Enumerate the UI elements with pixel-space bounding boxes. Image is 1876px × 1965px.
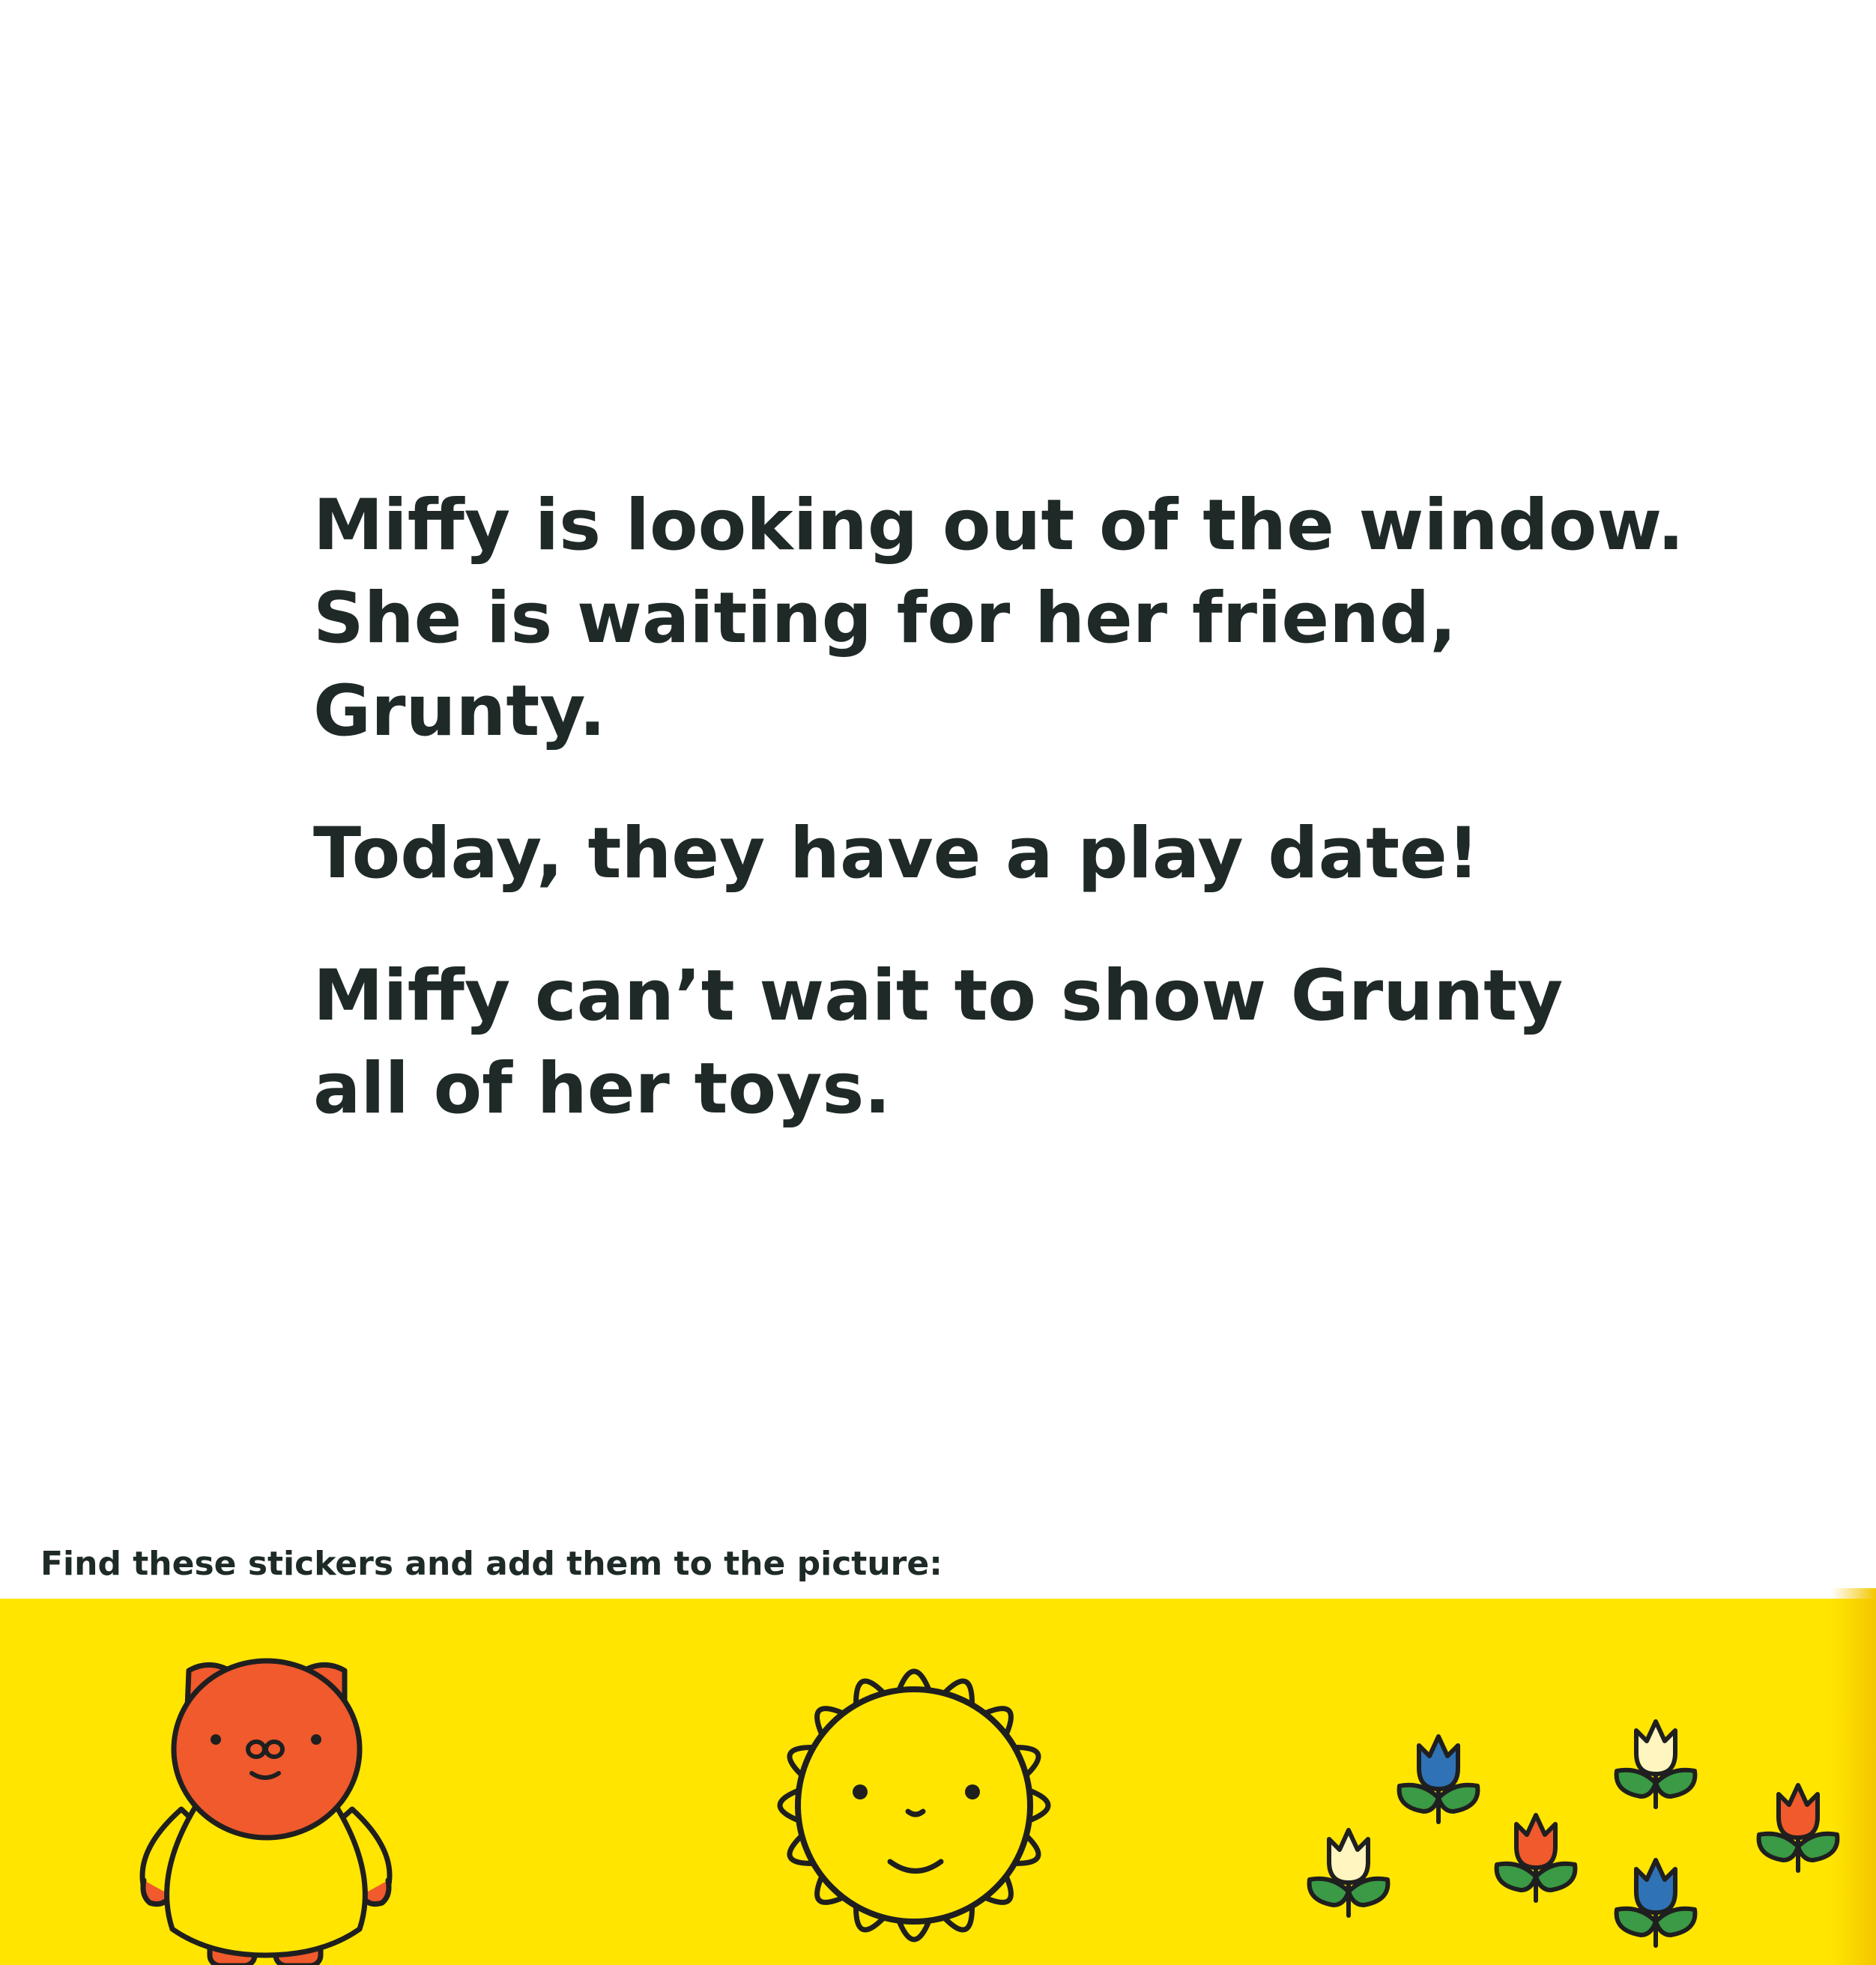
tulip — [1400, 1737, 1478, 1822]
sun-sticker — [742, 1633, 1086, 1965]
tulip — [1617, 1860, 1695, 1946]
tulip — [1759, 1785, 1838, 1871]
story-line-1: Miffy is looking out of the window. — [313, 485, 1684, 566]
tulips-sticker — [1289, 1686, 1858, 1965]
tulip — [1617, 1722, 1695, 1807]
story-line-2: She is waiting for her friend, Grunty. — [313, 578, 1457, 752]
grunty-pig-sticker — [127, 1633, 412, 1965]
story-line-3: Today, they have a play date! — [313, 813, 1480, 894]
tulip — [1310, 1830, 1388, 1916]
sticker-instruction: Find these stickers and add them to the picture: — [40, 1545, 942, 1583]
story-line-4: Miffy can’t wait to show Grunty — [313, 955, 1564, 1037]
story-line-5: all of her toys. — [313, 1048, 892, 1130]
tulip — [1497, 1815, 1576, 1901]
story-text — [313, 479, 1737, 1136]
